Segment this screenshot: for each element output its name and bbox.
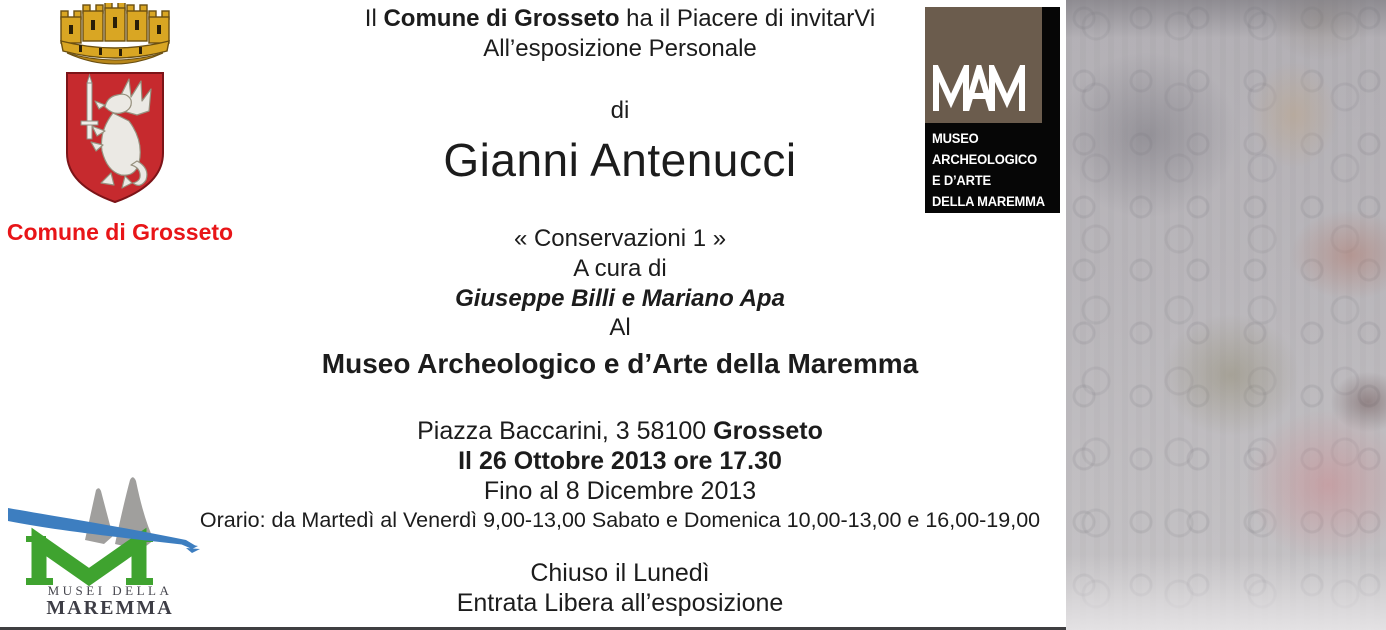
mam-name-line: E D’ARTE bbox=[932, 173, 991, 188]
curators: Giuseppe Billi e Mariano Apa bbox=[455, 285, 785, 312]
free-entry: Entrata Libera all’esposizione bbox=[456, 589, 784, 617]
invite-line1-prefix: Il bbox=[364, 5, 384, 32]
artist-name: Gianni Antenucci bbox=[443, 134, 797, 186]
comune-di-grosseto-label: Comune di Grosseto bbox=[6, 219, 234, 245]
invite-line1-bold: Comune di Grosseto bbox=[383, 5, 620, 32]
at-label: Al bbox=[609, 314, 631, 341]
mam-name-line: DELLA MAREMMA bbox=[932, 194, 1045, 209]
address-street: Piazza Baccarini, 3 58100 bbox=[417, 417, 714, 445]
until-date: Fino al 8 Dicembre 2013 bbox=[483, 477, 757, 505]
invite-line-1 bbox=[100, 6, 1140, 32]
address-city: Grosseto bbox=[713, 417, 823, 445]
venue-name: Museo Archeologico e d’Arte della Maremma bbox=[321, 348, 919, 379]
opening-datetime: Il 26 Ottobre 2013 ore 17.30 bbox=[458, 447, 782, 475]
musei-della-maremma-logo bbox=[8, 474, 208, 626]
exhibition-title: « Conservazioni 1 » bbox=[513, 225, 727, 252]
mam-name-line: MUSEO bbox=[932, 131, 979, 146]
of-label: di bbox=[610, 97, 630, 124]
artwork-image bbox=[1066, 0, 1386, 630]
green-m-icon bbox=[26, 536, 153, 585]
invitation-text bbox=[100, 0, 1140, 630]
invite-line-2: All’esposizione Personale bbox=[483, 35, 757, 62]
musei-wordmark-line1: MUSEI DELLA bbox=[47, 583, 173, 598]
mam-name-line: ARCHEOLOGICO bbox=[932, 152, 1037, 167]
opening-hours: Orario: da Martedì al Venerdì 9,00-13,00 Sabato e Domenica 10,00-13,00 e 16,00-19,00 bbox=[199, 508, 1041, 532]
closed-day: Chiuso il Lunedì bbox=[530, 559, 710, 587]
curated-by-label: A cura di bbox=[573, 255, 667, 282]
musei-wordmark-line2: MAREMMA bbox=[46, 597, 174, 619]
invite-line1-suffix: ha il Piacere di invitarVi bbox=[619, 5, 876, 32]
address-line bbox=[100, 418, 1140, 445]
